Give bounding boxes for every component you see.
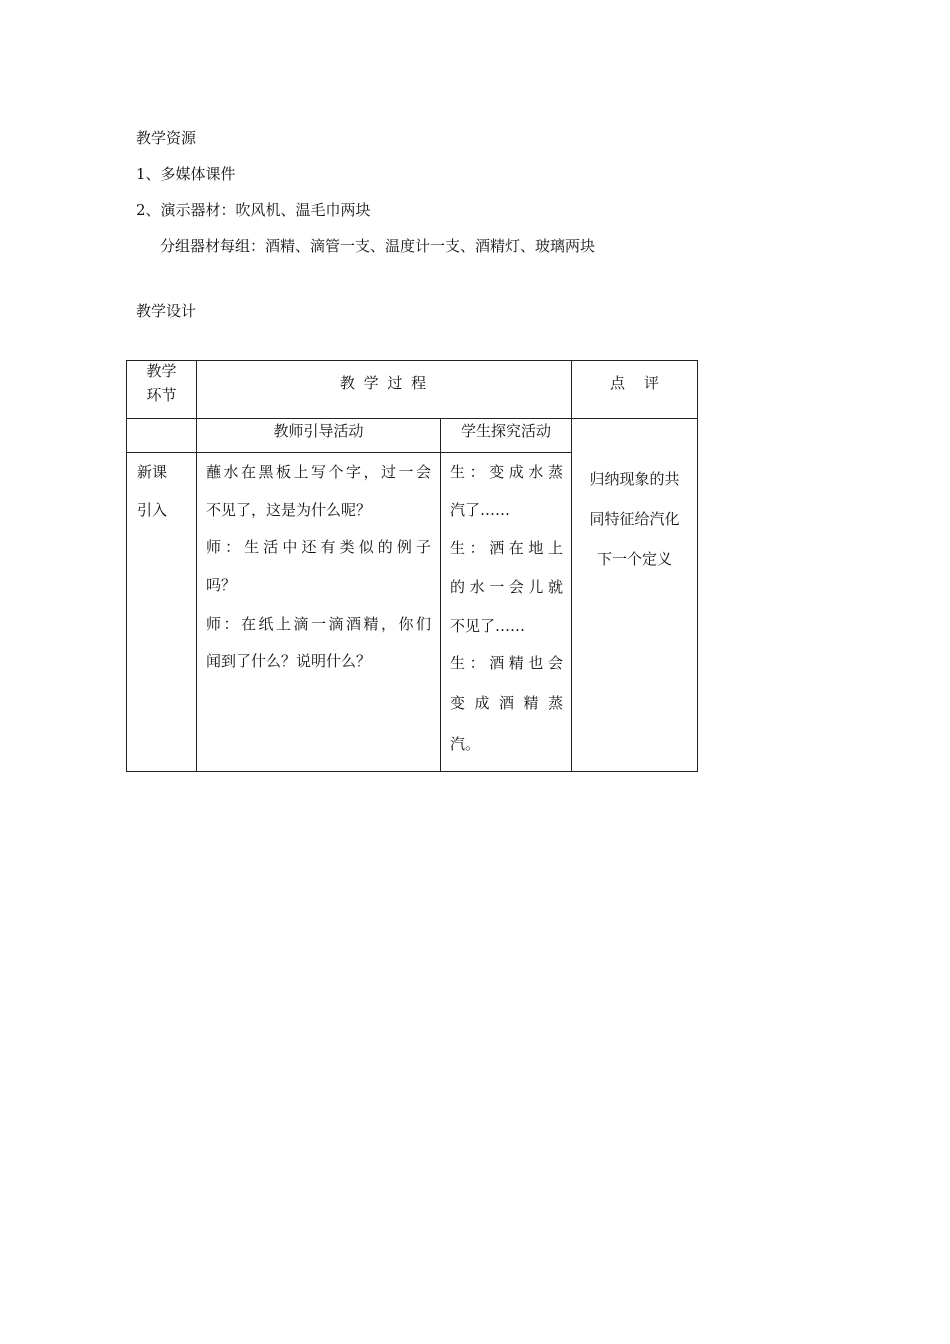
stage-line: 新课 xyxy=(137,463,168,481)
teacher-line: 师：在纸上滴一滴酒精，你们 xyxy=(206,615,431,633)
teacher-activity-header: 教师引导活动 xyxy=(273,422,364,440)
teacher-line: 闻到了什么？说明什么？ xyxy=(206,652,372,670)
stage-header-line2: 环节 xyxy=(146,386,177,404)
stage-subheader-empty xyxy=(127,419,197,453)
student-line: 生：变成水蒸 xyxy=(450,463,563,481)
teacher-line: 师：生活中还有类似的例子 xyxy=(206,538,431,556)
teacher-activity-cell xyxy=(197,453,441,772)
comment-line: 归纳现象的共 xyxy=(589,470,680,488)
stage-header-cell xyxy=(127,361,197,419)
student-activity-cell xyxy=(441,453,572,772)
teacher-activity-header-cell xyxy=(197,419,441,453)
comment-cell xyxy=(572,419,698,772)
stage-cell xyxy=(127,453,197,772)
resource-item-2: 2、演示器材：吹风机、温毛巾两块 xyxy=(136,201,371,219)
resources-heading: 教学资源 xyxy=(136,129,197,147)
teaching-design-table xyxy=(126,360,698,772)
comment-header-cell xyxy=(572,361,698,419)
comment-header: 点 评 xyxy=(609,374,660,392)
stage-header-line1: 教学 xyxy=(146,362,177,380)
resource-item-1: 1、多媒体课件 xyxy=(136,165,236,183)
student-line: 生：洒在地上 xyxy=(450,539,563,557)
student-line: 汽。 xyxy=(450,735,481,753)
comment-line: 同特征给汽化 xyxy=(589,510,680,528)
student-line: 变成酒精蒸 xyxy=(450,694,563,712)
header-row xyxy=(127,361,698,419)
resource-item-2-sub: 分组器材每组：酒精、滴管一支、温度计一支、酒精灯、玻璃两块 xyxy=(160,237,596,255)
student-line: 生：酒精也会 xyxy=(450,654,563,672)
process-header: 教 学 过 程 xyxy=(339,374,429,392)
student-activity-header-cell xyxy=(441,419,572,453)
comment-line: 下一个定义 xyxy=(596,550,672,568)
subheader-row xyxy=(127,419,698,453)
stage-line: 引入 xyxy=(137,501,168,519)
process-header-cell xyxy=(197,361,572,419)
design-heading: 教学设计 xyxy=(136,302,197,320)
teacher-line: 吗？ xyxy=(206,576,237,594)
teacher-line: 不见了，这是为什么呢？ xyxy=(206,501,372,519)
student-line: 的水一会儿就 xyxy=(450,578,563,596)
student-activity-header: 学生探究活动 xyxy=(460,422,551,440)
student-line: 汽了…… xyxy=(450,501,511,519)
student-line: 不见了…… xyxy=(450,617,526,635)
teacher-line: 蘸水在黑板上写个字，过一会 xyxy=(206,463,431,481)
